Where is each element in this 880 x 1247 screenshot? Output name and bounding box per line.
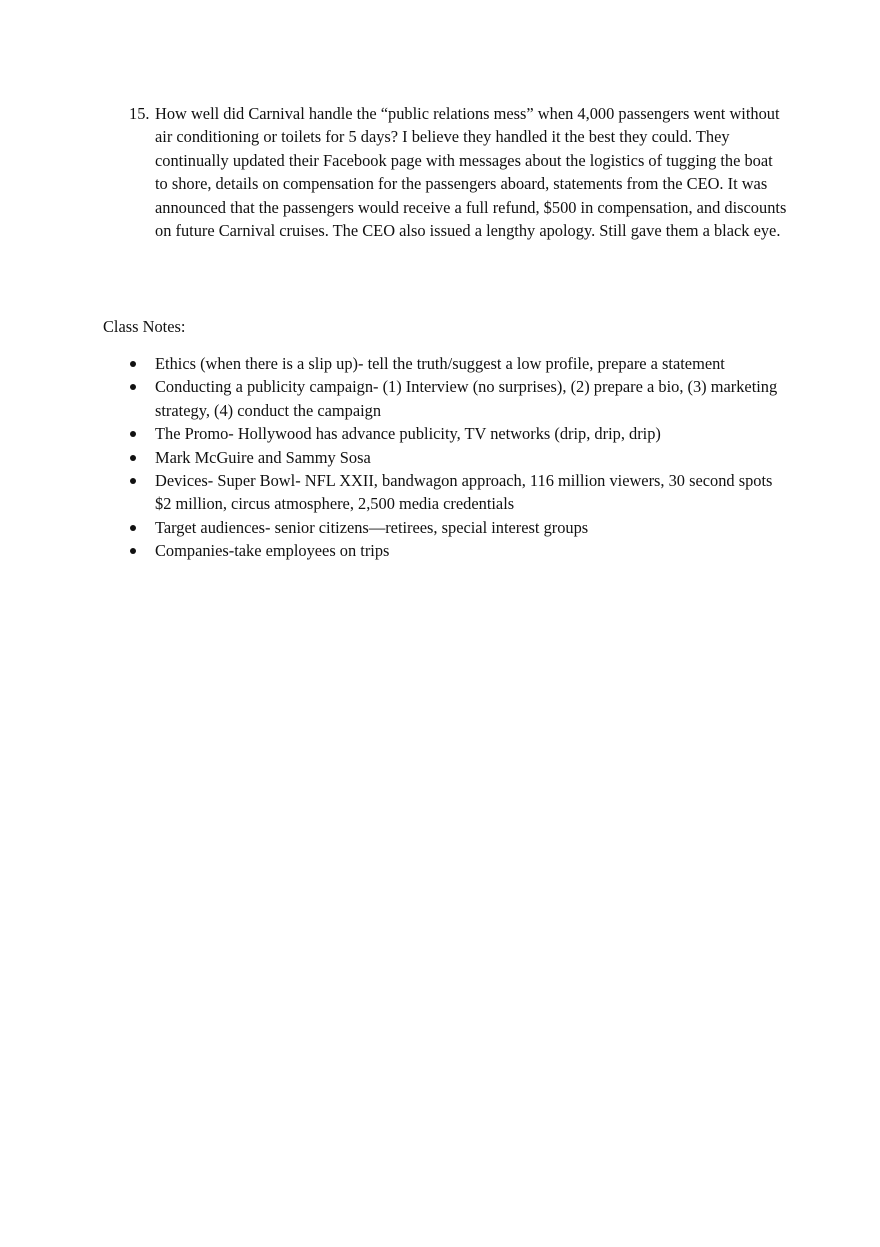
list-item — [129, 422, 789, 445]
bullet-icon — [130, 525, 136, 531]
bullet-icon — [130, 431, 136, 437]
class-notes-heading: Class Notes: — [103, 317, 186, 336]
list-item — [129, 539, 789, 562]
question-number: 15. — [129, 104, 150, 123]
list-item — [129, 516, 789, 539]
question-text: How well did Carnival handle the “public relations mess” when 4,000 passengers went without air conditioning or toilets for 5 days? I believe they handled it the best they could. They continually updated their Facebook page with messages about the logistics of tugging the boat to shore, details on compensation for the passengers aboard, statements from the CEO. It was announced that the passengers would receive a full refund, $500 in compensation, and discounts on future Carnival cruises. The CEO also issued a lengthy apology. Still gave them a black eye. — [155, 104, 787, 241]
list-item-text: Ethics (when there is a slip up)- tell the truth/suggest a low profile, prepare a statement — [155, 354, 725, 373]
question-15 — [129, 102, 789, 242]
list-item-text: Devices- Super Bowl- NFL XXII, bandwagon approach, 116 million viewers, 30 second spots $2 million, circus atmosphere, 2,500 media credentials — [155, 471, 773, 514]
list-item — [129, 469, 789, 516]
bullet-icon — [130, 384, 136, 390]
list-item-text: Conducting a publicity campaign- (1) Interview (no surprises), (2) prepare a bio, (3) marketing strategy, (4) conduct the campaign — [155, 377, 778, 420]
class-notes-list — [129, 352, 789, 563]
list-item-text: Mark McGuire and Sammy Sosa — [155, 447, 371, 467]
list-item-text: The Promo- Hollywood has advance publicity, TV networks (drip, drip, drip) — [155, 424, 661, 444]
list-item-text: Target audiences- senior citizens—retirees, special interest groups — [155, 517, 589, 537]
bullet-icon — [130, 361, 136, 367]
bullet-icon — [130, 455, 136, 461]
bullet-icon — [130, 548, 136, 554]
list-item-text: Companies-take employees on trips — [155, 541, 390, 561]
list-item — [129, 352, 789, 375]
list-item — [129, 375, 789, 422]
bullet-icon — [130, 478, 136, 484]
list-item — [129, 446, 789, 469]
